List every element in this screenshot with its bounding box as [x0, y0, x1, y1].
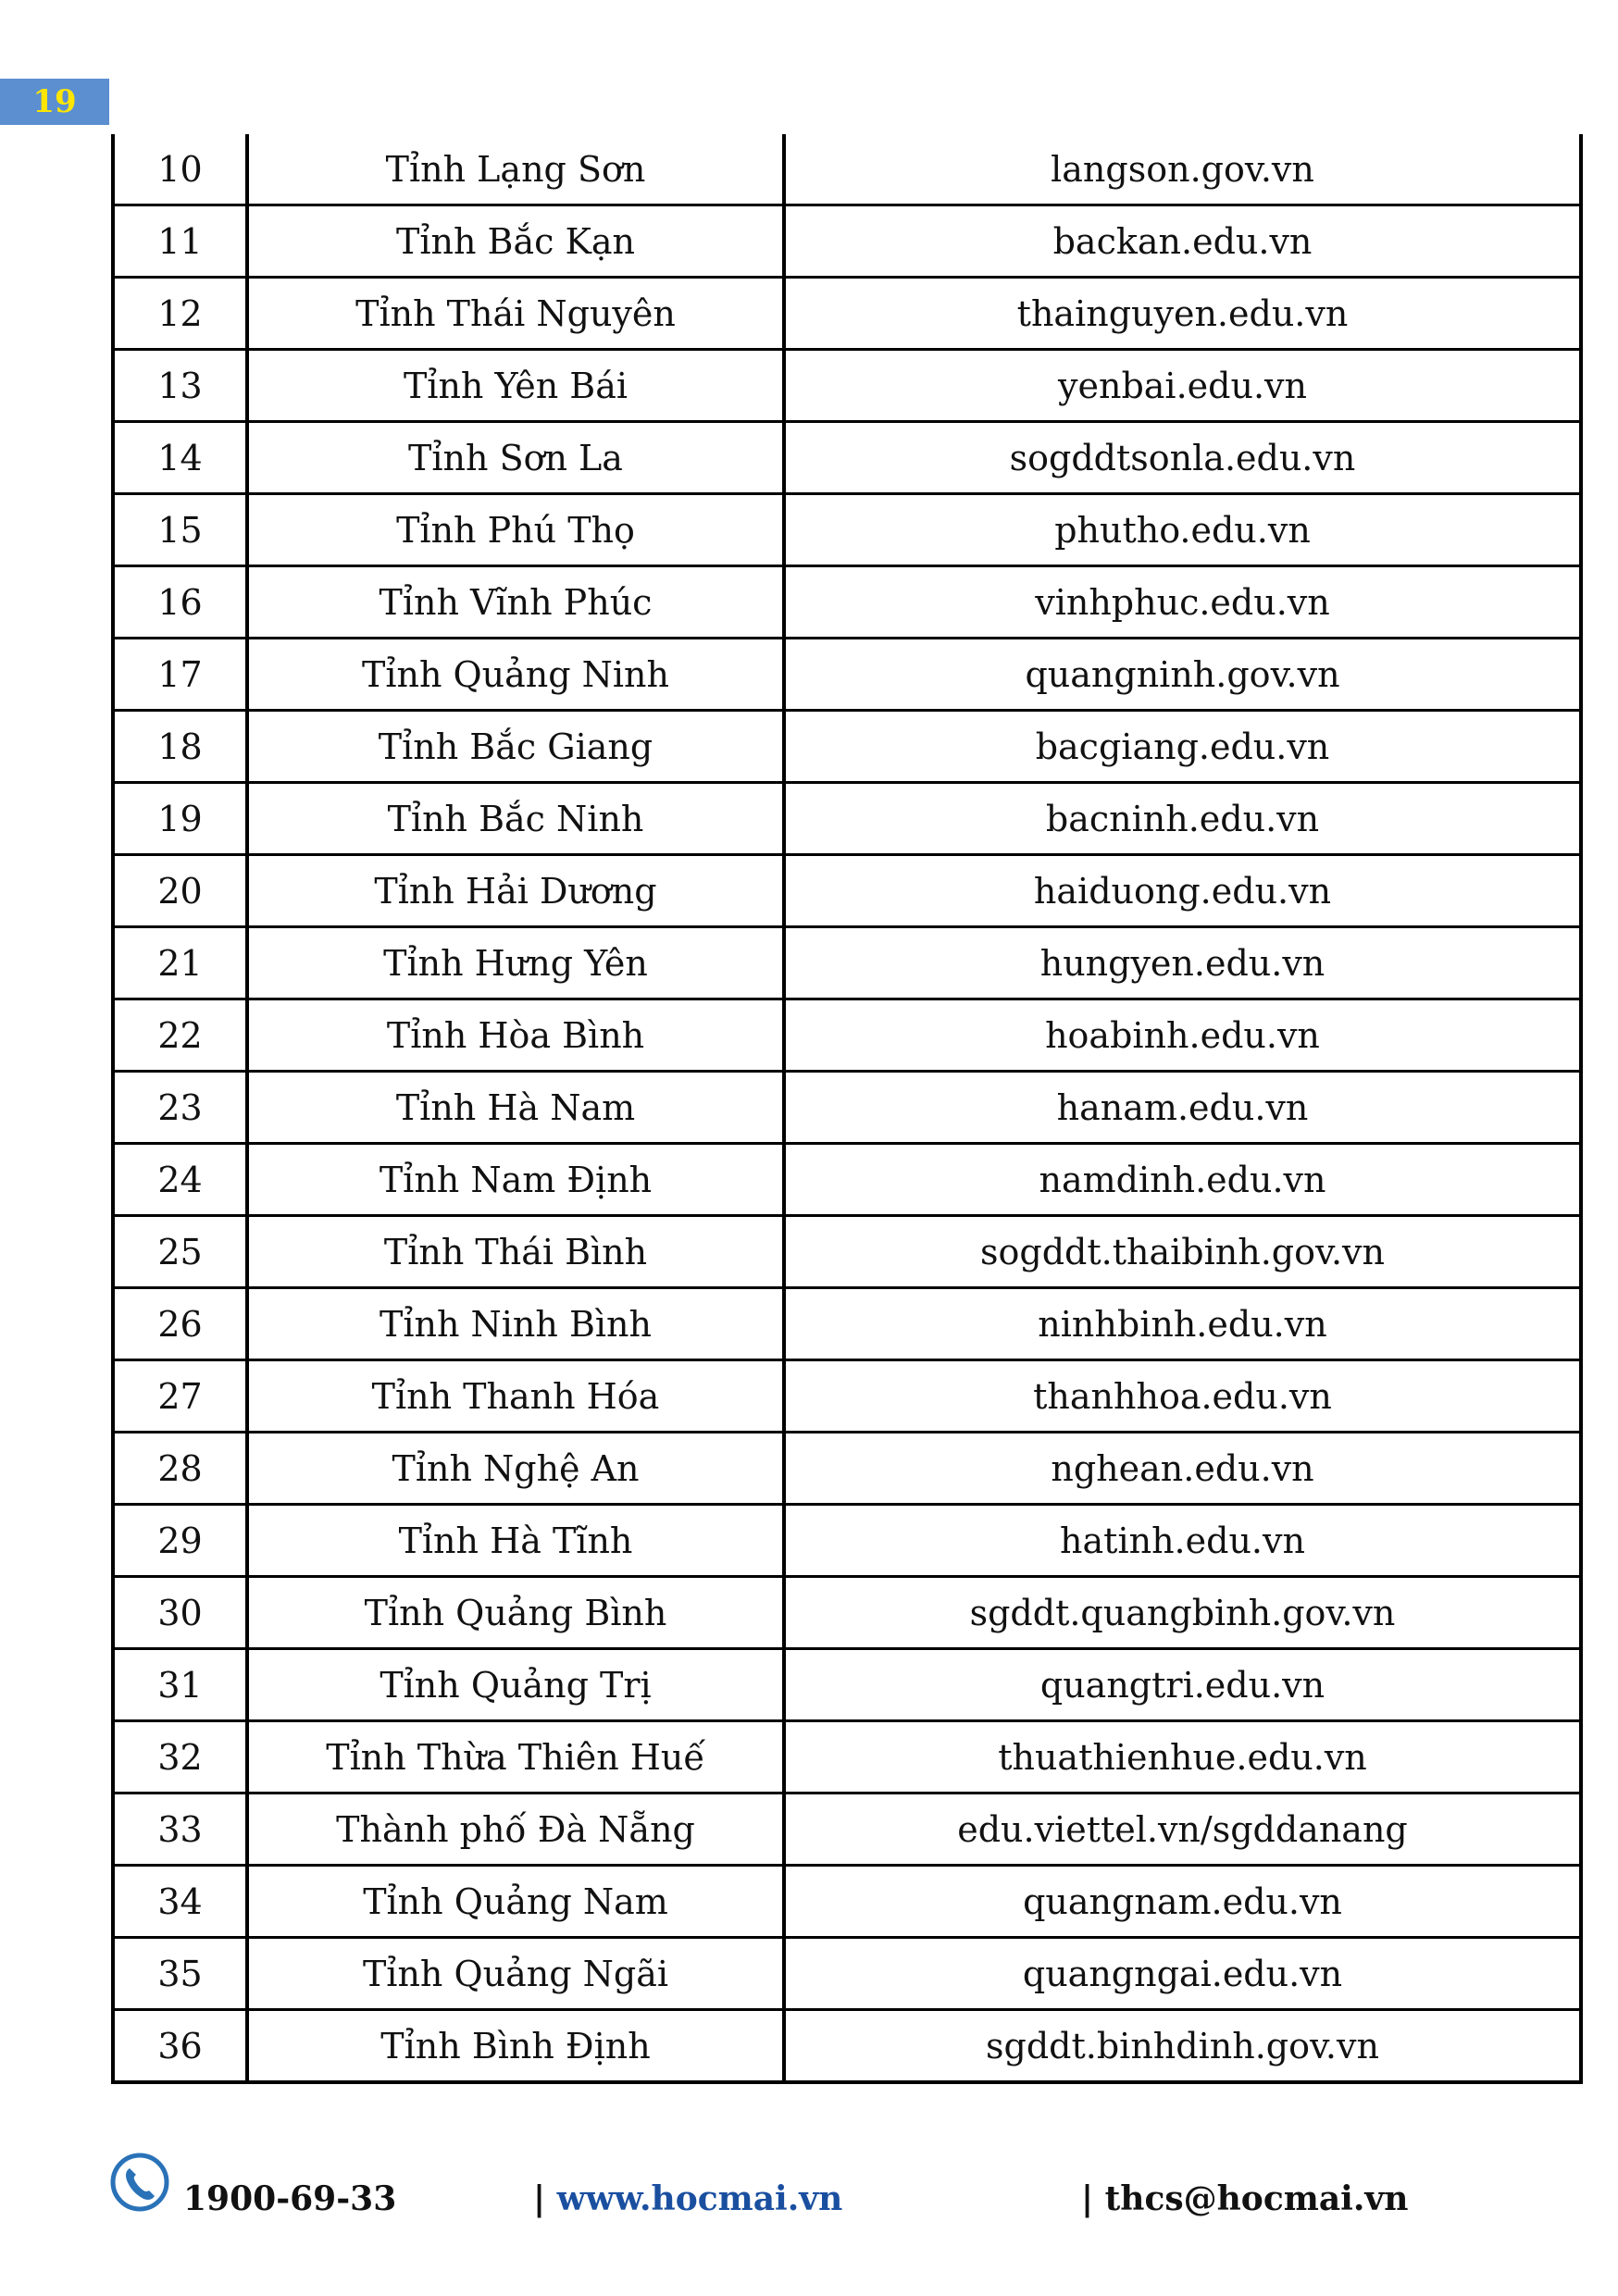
province-name: Tỉnh Hà Nam [247, 1072, 784, 1144]
row-number: 28 [113, 1433, 247, 1505]
website-url: quangtri.edu.vn [784, 1649, 1581, 1721]
province-name: Tỉnh Bắc Ninh [247, 783, 784, 855]
row-number: 27 [113, 1360, 247, 1433]
website-url: yenbai.edu.vn [784, 350, 1581, 422]
row-number: 21 [113, 927, 247, 999]
province-name: Tỉnh Quảng Bình [247, 1577, 784, 1649]
table-body [113, 134, 1581, 2082]
province-name: Tỉnh Hải Dương [247, 855, 784, 927]
table-row [113, 566, 1581, 639]
website-url: quangngai.edu.vn [784, 1938, 1581, 2010]
website-url: quangnam.edu.vn [784, 1866, 1581, 1938]
table-row [113, 422, 1581, 494]
page-number: 19 [32, 83, 77, 120]
table-row [113, 855, 1581, 927]
province-name: Tỉnh Quảng Ninh [247, 639, 784, 711]
row-number: 35 [113, 1938, 247, 2010]
website-url: hatinh.edu.vn [784, 1505, 1581, 1577]
province-name: Tỉnh Bắc Kạn [247, 205, 784, 278]
footer-website-link[interactable]: www.hocmai.vn [556, 2179, 843, 2218]
province-name: Thành phố Đà Nẵng [247, 1793, 784, 1866]
website-url: namdinh.edu.vn [784, 1144, 1581, 1216]
table-row [113, 999, 1581, 1072]
row-number: 36 [113, 2010, 247, 2083]
row-number: 19 [113, 783, 247, 855]
website-url: bacgiang.edu.vn [784, 711, 1581, 783]
row-number: 14 [113, 422, 247, 494]
row-number: 11 [113, 205, 247, 278]
row-number: 29 [113, 1505, 247, 1577]
province-name: Tỉnh Quảng Nam [247, 1866, 784, 1938]
table-row [113, 1721, 1581, 1793]
row-number: 30 [113, 1577, 247, 1649]
table-row [113, 1649, 1581, 1721]
page-number-badge [0, 79, 109, 125]
table-row [113, 1866, 1581, 1938]
table-row [113, 1216, 1581, 1288]
row-number: 26 [113, 1288, 247, 1360]
row-number: 20 [113, 855, 247, 927]
province-name: Tỉnh Nam Định [247, 1144, 784, 1216]
phone-icon [109, 2152, 170, 2213]
website-url: thuathienhue.edu.vn [784, 1721, 1581, 1793]
footer-email-group [1081, 2179, 1408, 2218]
table-row [113, 711, 1581, 783]
province-name: Tỉnh Hưng Yên [247, 927, 784, 999]
table-row [113, 1433, 1581, 1505]
province-name: Tỉnh Vĩnh Phúc [247, 566, 784, 639]
table-row [113, 2010, 1581, 2083]
province-name: Tỉnh Phú Thọ [247, 494, 784, 566]
table-row [113, 1072, 1581, 1144]
row-number: 17 [113, 639, 247, 711]
province-name: Tỉnh Thừa Thiên Huế [247, 1721, 784, 1793]
row-number: 33 [113, 1793, 247, 1866]
row-number: 22 [113, 999, 247, 1072]
website-url: phutho.edu.vn [784, 494, 1581, 566]
table-row [113, 927, 1581, 999]
province-name: Tỉnh Bình Định [247, 2010, 784, 2083]
province-name: Tỉnh Quảng Ngãi [247, 1938, 784, 2010]
row-number: 13 [113, 350, 247, 422]
row-number: 34 [113, 1866, 247, 1938]
website-url: sogddtsonla.edu.vn [784, 422, 1581, 494]
website-url: hoabinh.edu.vn [784, 999, 1581, 1072]
website-url: thainguyen.edu.vn [784, 278, 1581, 350]
table-row [113, 1360, 1581, 1433]
website-url: hungyen.edu.vn [784, 927, 1581, 999]
table-row [113, 350, 1581, 422]
province-name: Tỉnh Nghệ An [247, 1433, 784, 1505]
province-name: Tỉnh Hòa Bình [247, 999, 784, 1072]
province-name: Tỉnh Bắc Giang [247, 711, 784, 783]
website-url: sgddt.binhdinh.gov.vn [784, 2010, 1581, 2083]
website-url: bacninh.edu.vn [784, 783, 1581, 855]
row-number: 12 [113, 278, 247, 350]
website-url: edu.viettel.vn/sgddanang [784, 1793, 1581, 1866]
website-url: sgddt.quangbinh.gov.vn [784, 1577, 1581, 1649]
row-number: 16 [113, 566, 247, 639]
row-number: 25 [113, 1216, 247, 1288]
table-row [113, 1938, 1581, 2010]
province-name: Tỉnh Quảng Trị [247, 1649, 784, 1721]
website-url: haiduong.edu.vn [784, 855, 1581, 927]
table-row [113, 1577, 1581, 1649]
website-url: thanhhoa.edu.vn [784, 1360, 1581, 1433]
row-number: 15 [113, 494, 247, 566]
data-table [111, 134, 1583, 2084]
province-name: Tỉnh Thái Bình [247, 1216, 784, 1288]
page-footer [0, 2128, 1618, 2221]
table-row [113, 205, 1581, 278]
province-website-table [111, 134, 1583, 2084]
province-name: Tỉnh Hà Tĩnh [247, 1505, 784, 1577]
row-number: 23 [113, 1072, 247, 1144]
row-number: 18 [113, 711, 247, 783]
row-number: 24 [113, 1144, 247, 1216]
province-name: Tỉnh Lạng Sơn [247, 134, 784, 205]
website-url: sogddt.thaibinh.gov.vn [784, 1216, 1581, 1288]
website-url: ninhbinh.edu.vn [784, 1288, 1581, 1360]
website-url: hanam.edu.vn [784, 1072, 1581, 1144]
province-name: Tỉnh Thanh Hóa [247, 1360, 784, 1433]
website-url: vinhphuc.edu.vn [784, 566, 1581, 639]
website-url: nghean.edu.vn [784, 1433, 1581, 1505]
table-row [113, 1144, 1581, 1216]
footer-email[interactable]: thcs@hocmai.vn [1104, 2179, 1409, 2218]
website-url: langson.gov.vn [784, 134, 1581, 205]
footer-separator: | [1081, 2179, 1105, 2218]
row-number: 32 [113, 1721, 247, 1793]
table-row [113, 1505, 1581, 1577]
table-row [113, 278, 1581, 350]
province-name: Tỉnh Thái Nguyên [247, 278, 784, 350]
footer-website-group [533, 2179, 842, 2218]
row-number: 10 [113, 134, 247, 205]
province-name: Tỉnh Sơn La [247, 422, 784, 494]
table-row [113, 1793, 1581, 1866]
province-name: Tỉnh Yên Bái [247, 350, 784, 422]
row-number: 31 [113, 1649, 247, 1721]
table-row [113, 494, 1581, 566]
province-name: Tỉnh Ninh Bình [247, 1288, 784, 1360]
website-url: backan.edu.vn [784, 205, 1581, 278]
footer-phone: 1900-69-33 [183, 2179, 397, 2218]
table-row [113, 1288, 1581, 1360]
table-row [113, 134, 1581, 205]
footer-separator: | [533, 2179, 557, 2218]
table-row [113, 783, 1581, 855]
website-url: quangninh.gov.vn [784, 639, 1581, 711]
table-row [113, 639, 1581, 711]
